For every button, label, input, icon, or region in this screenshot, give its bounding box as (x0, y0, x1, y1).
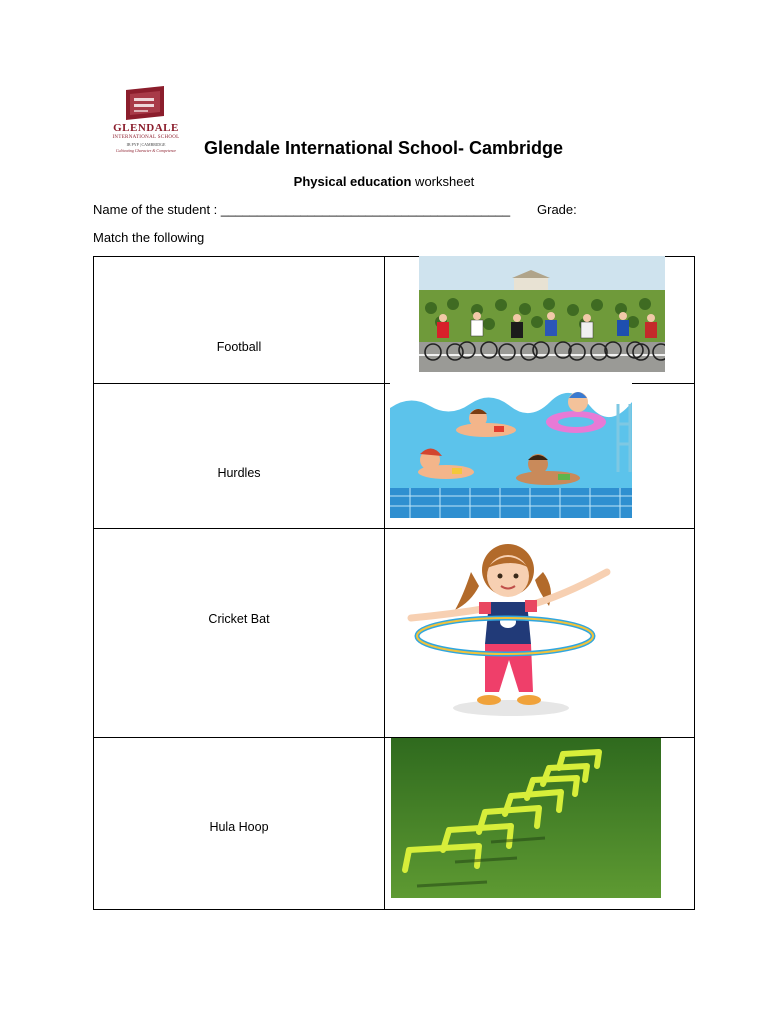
table-row (93, 256, 385, 384)
row-label: Hula Hoop (209, 820, 269, 834)
swimming-kids-image (390, 380, 632, 518)
logo-programmes: IB PYP | CAMBRIDGE (126, 142, 166, 147)
grade-field[interactable]: Grade: (537, 202, 577, 217)
logo-motto: Cultivating Character & Competence (115, 148, 177, 153)
table-row (93, 383, 385, 529)
student-name-field[interactable]: Name of the student : ________________________________________ (93, 202, 511, 217)
school-logo (104, 86, 188, 158)
cycling-race-image (419, 256, 665, 372)
instruction-text: Match the following (93, 230, 205, 245)
row-label: Football (216, 340, 262, 354)
row-label: Cricket Bat (208, 612, 270, 626)
page-title: Glendale International School- Cambridge (204, 138, 564, 158)
logo-name: GLENDALE (113, 122, 179, 134)
subtitle-rest: worksheet (411, 174, 475, 189)
table-row (93, 528, 385, 738)
hurdles-on-grass-image (391, 738, 661, 898)
subtitle-bold: Physical education (293, 174, 412, 189)
worksheet-subtitle (0, 174, 768, 189)
crest-icon (104, 86, 188, 122)
table-row (93, 737, 385, 910)
logo-line: INTERNATIONAL SCHOOL (112, 135, 180, 140)
match-table (93, 256, 695, 910)
row-label: Hurdles (217, 466, 261, 480)
hula-hoop-girl-image (393, 536, 623, 726)
